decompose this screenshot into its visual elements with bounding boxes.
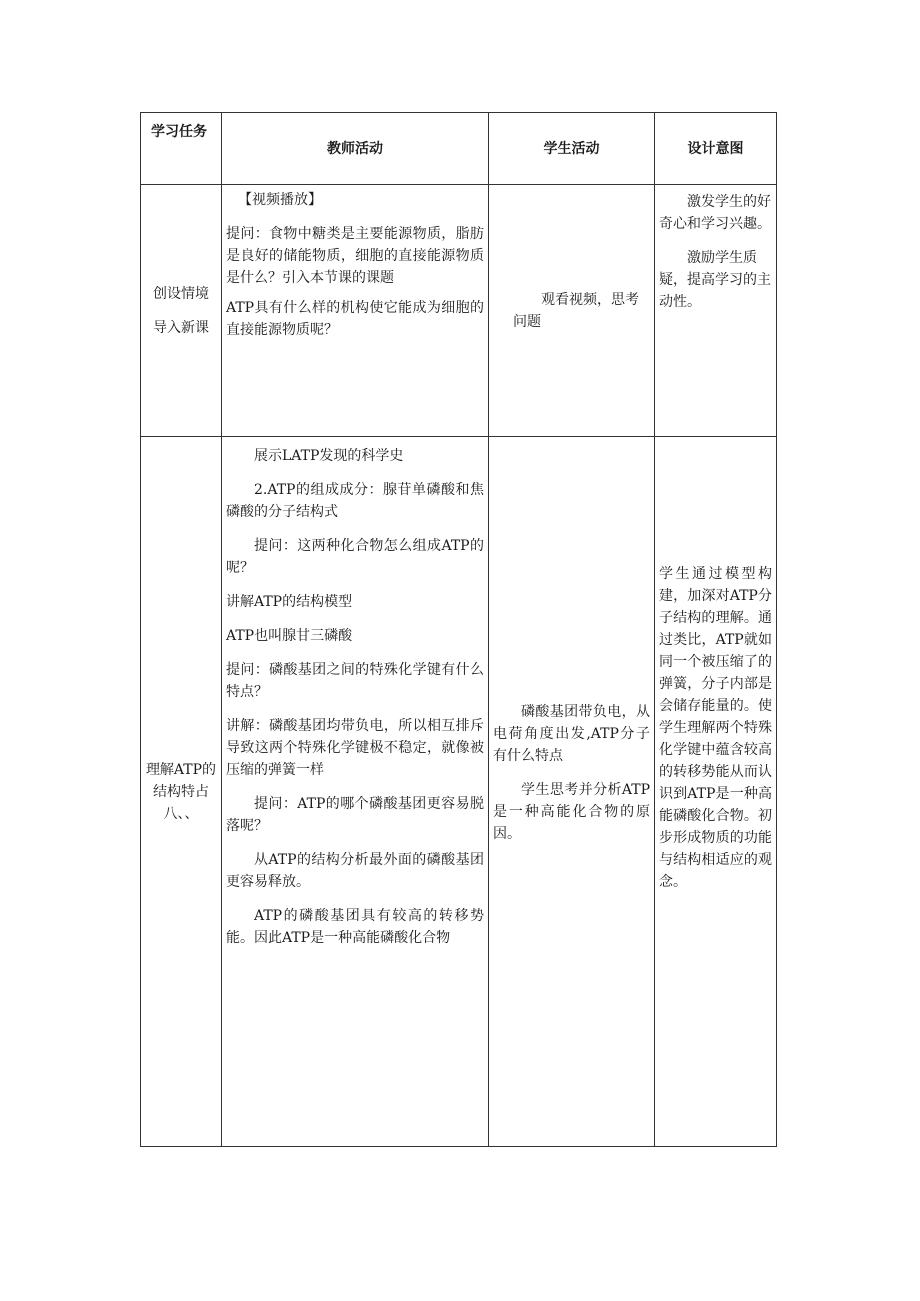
- student-cell-intro: [489, 185, 655, 437]
- student-text: 学生思考并分析ATP是一种高能化合物的原因。: [493, 782, 650, 842]
- task-cell-intro: [141, 185, 222, 437]
- student-cell-structure: [489, 437, 655, 1147]
- teacher-text: 从ATP的结构分析最外面的磷酸基团更容易释放。: [226, 852, 484, 890]
- task-cell-structure: [141, 437, 222, 1147]
- lesson-plan-table: [140, 112, 777, 1147]
- teacher-text: 提问：这两种化合物怎么组成ATP的呢？: [226, 538, 484, 576]
- table-row-intro: [141, 185, 777, 437]
- header-intent: 设计意图: [655, 113, 777, 185]
- teacher-text: ATP具有什么样的机构使它能成为细胞的直接能源物质呢？: [226, 300, 484, 338]
- teacher-cell-structure: [222, 437, 489, 1147]
- task-label-line2: 导入新课: [153, 319, 209, 336]
- teacher-text: 讲解ATP的结构模型: [226, 594, 353, 610]
- table-row-structure: [141, 437, 777, 1147]
- teacher-text: 2.ATP的组成成分：腺苷单磷酸和焦磷酸的分子结构式: [226, 482, 484, 520]
- teacher-text: 提问：食物中糖类是主要能源物质，脂肪是良好的储能物质，细胞的直接能源物质是什么？引入本节课的课题: [226, 226, 484, 286]
- teacher-text: 讲解：磷酸基团均带负电，所以相互排斥导致这两个特殊化学键极不稳定，就像被压缩的弹簧一样: [226, 718, 484, 778]
- teacher-text: 展示LATP发现的科学史: [254, 448, 404, 464]
- teacher-text: ATP的磷酸基团具有较高的转移势能。因此ATP是一种高能磷酸化合物: [226, 908, 484, 946]
- header-teacher: 教师活动: [222, 113, 489, 185]
- header-task: 学习任务: [141, 113, 222, 185]
- header-row: [141, 113, 777, 185]
- teacher-cell-intro: [222, 185, 489, 437]
- teacher-text: 【视频播放】: [238, 192, 322, 208]
- teacher-text: 提问：ATP的哪个磷酸基团更容易脱落呢？: [226, 796, 484, 834]
- intent-cell-intro: [655, 185, 777, 437]
- student-text: 磷酸基团带负电，从电荷角度出发,ATP分子有什么特点: [493, 704, 650, 764]
- intent-text: 激励学生质疑，提高学习的主动性。: [659, 250, 771, 310]
- student-text: 观看视频，思考问题: [513, 292, 639, 330]
- teacher-text: ATP也叫腺甘三磷酸: [226, 628, 353, 644]
- task-label-line1: 创设情境: [153, 285, 209, 302]
- intent-text: 学生通过模型构建，加深对ATP分子结构的理解。通过类比，ATP就如同一个被压缩了的弹簧，分子内部是会储存能量的。使学生理解两个特殊化学键中蕴含较高的转移势能从而认识到ATP是一种高能磷酸化合物。初步形成物质的功能与结构相适应的观念。: [659, 566, 772, 890]
- teacher-text: 提问：磷酸基团之间的特殊化学键有什么特点？: [226, 662, 484, 700]
- intent-cell-structure: [655, 437, 777, 1147]
- header-student: 学生活动: [489, 113, 655, 185]
- intent-text: 激发学生的好奇心和学习兴趣。: [659, 194, 771, 232]
- task-label: 理解ATP的结构特占八、、: [145, 761, 217, 822]
